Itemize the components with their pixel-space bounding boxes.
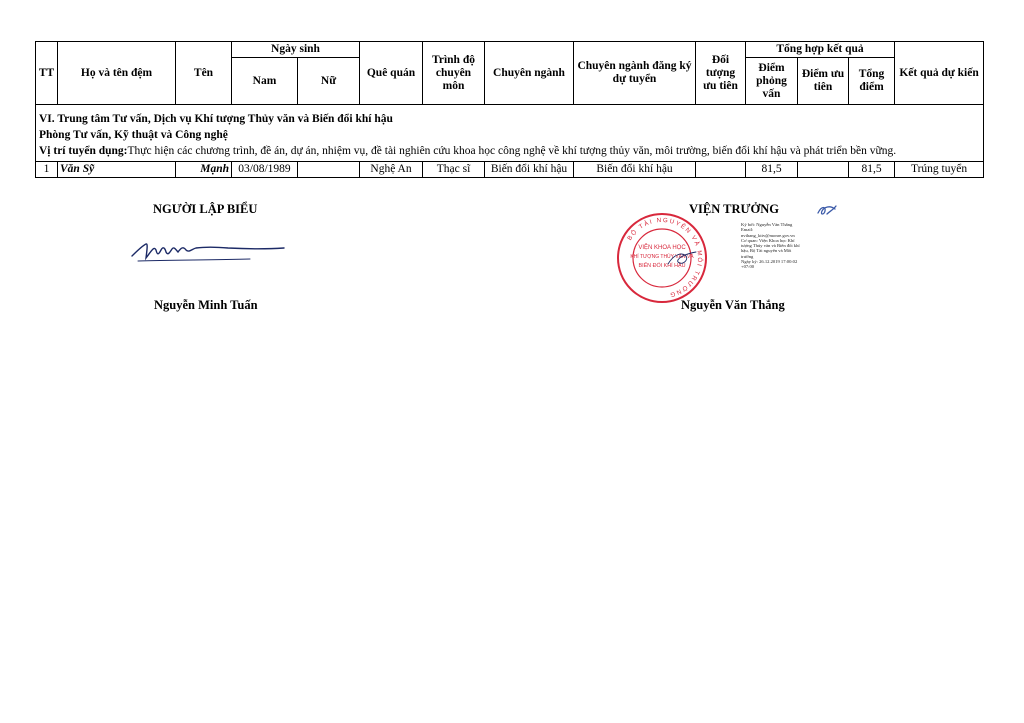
official-stamp — [616, 212, 708, 304]
cell-tt: 1 — [36, 162, 58, 178]
position-label: Vị trí tuyển dụng: — [39, 145, 128, 157]
esign-line: Email: nvthang_kttv@monre.gov.vn — [741, 227, 795, 238]
col-header-diem-uu-tien: Điểm ưu tiên — [798, 58, 849, 105]
cell-nu — [298, 162, 360, 178]
right-signature-title: VIỆN TRƯỞNG — [689, 202, 779, 216]
cell-ket-qua: Trúng tuyển — [895, 162, 984, 178]
cell-que-quan: Nghệ An — [360, 162, 423, 178]
col-header-ten: Tên — [176, 42, 232, 105]
col-header-ket-qua: Kết quả dự kiến — [895, 42, 984, 105]
col-header-ho-ten-dem: Họ và tên đệm — [58, 42, 176, 105]
esign-line: Cơ quan: Viện Khoa học Khí tượng Thủy văn và Biến đổi khí hậu, Bộ Tài nguyên và Môi trường — [741, 237, 800, 259]
section-department: Phòng Tư vấn, Kỹ thuật và Công nghệ — [39, 129, 228, 141]
position-text: Thực hiện các chương trình, đề án, dự án, nhiệm vụ, đề tài nghiên cứu khoa học công nghệ về khí tượng thủy văn, môi trường, biến đổi khí hậu và phát triển bền vững. — [127, 145, 897, 157]
cell-diem-phong-van: 81,5 — [746, 162, 798, 178]
stamp-line3: BIẾN ĐỔI KHÍ HẬU — [638, 263, 686, 269]
col-header-nam: Nam — [232, 58, 298, 105]
stamp-line1: VIỆN KHOA HỌC — [638, 245, 686, 251]
esign-line: Ký bởi: Nguyễn Văn Thắng — [741, 222, 793, 227]
col-header-diem-phong-van: Điểm phỏng vấn — [746, 58, 798, 105]
section-cell — [36, 105, 984, 162]
col-header-doi-tuong: Đối tượng ưu tiên — [696, 42, 746, 105]
cell-diem-uu-tien — [798, 162, 849, 178]
col-header-tong-hop: Tổng hợp kết quả — [746, 42, 895, 58]
result-table — [35, 41, 984, 178]
col-header-tt: TT — [36, 42, 58, 105]
cell-chuyen-nganh: Biến đổi khí hậu — [485, 162, 574, 178]
section-position — [39, 143, 980, 159]
col-header-chuyen-nganh: Chuyên ngành — [485, 42, 574, 105]
section-title: VI. Trung tâm Tư vấn, Dịch vụ Khí tượng Thủy văn và Biến đổi khí hậu — [39, 113, 393, 125]
stamp-graphic — [616, 212, 708, 304]
cell-nam: 03/08/1989 — [232, 162, 298, 178]
digital-signature-info — [741, 222, 801, 270]
stamp-ring-text: BỘ TÀI NGUYÊN VÀ MÔI TRƯỜNG — [626, 216, 704, 299]
left-signature-name: Nguyễn Minh Tuấn — [154, 298, 258, 312]
col-header-chuyen-nganh-dang-ky: Chuyên ngành đăng ký dự tuyển — [574, 42, 696, 105]
col-header-ngay-sinh: Ngày sinh — [232, 42, 360, 58]
cell-doi-tuong — [696, 162, 746, 178]
col-header-nu: Nữ — [298, 58, 360, 105]
cell-chuyen-nganh-dang-ky: Biến đổi khí hậu — [574, 162, 696, 178]
esign-line: Ngày ký: 26.12.2019 17:00:02 +07:00 — [741, 259, 798, 270]
table-row — [36, 162, 984, 178]
section-row — [36, 105, 984, 162]
handwritten-signature-left — [128, 234, 288, 268]
esign-logo-icon — [816, 201, 838, 219]
header-row-1 — [36, 42, 984, 58]
cell-ten: Mạnh — [176, 162, 232, 178]
col-header-trinh-do: Trình độ chuyên môn — [423, 42, 485, 105]
left-signature-title: NGƯỜI LẬP BIỂU — [153, 202, 258, 216]
cell-ho-ten-dem: Văn Sỹ — [58, 162, 176, 178]
cell-tong-diem: 81,5 — [849, 162, 895, 178]
stamp-line2: KHÍ TƯỢNG THỦY VĂN VÀ — [630, 254, 694, 260]
col-header-que-quan: Quê quán — [360, 42, 423, 105]
col-header-tong-diem: Tổng điểm — [849, 58, 895, 105]
cell-trinh-do: Thạc sĩ — [423, 162, 485, 178]
right-signature-name: Nguyễn Văn Thắng — [681, 298, 785, 312]
